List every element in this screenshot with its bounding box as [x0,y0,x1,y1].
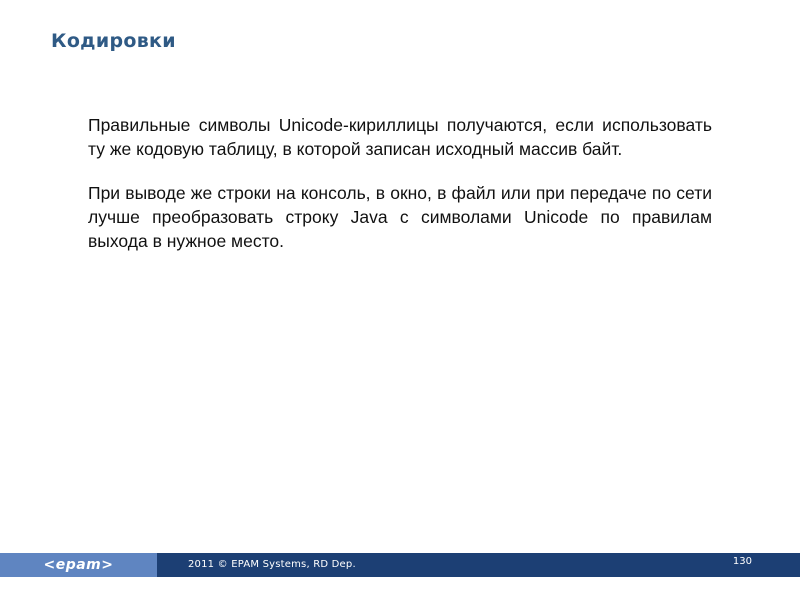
footer-bar [0,553,800,577]
epam-logo: <epam> [43,557,114,573]
footer-copyright: 2011 © EPAM Systems, RD Dep. [188,559,356,570]
slide-title: Кодировки [51,30,176,52]
slide-content [88,113,712,273]
paragraph-1: Правильные символы Unicode-кириллицы получаются, если использовать ту же кодовую таблицу, в которой записан исходный массив байт. [88,115,712,159]
footer-logo-box [0,553,157,577]
paragraph-2: При выводе же строки на консоль, в окно, в файл или при передаче по сети лучше преобразовать строку Java с символами Unicode по правилам выхода в нужное место. [88,183,712,251]
page-number: 130 [732,556,752,567]
